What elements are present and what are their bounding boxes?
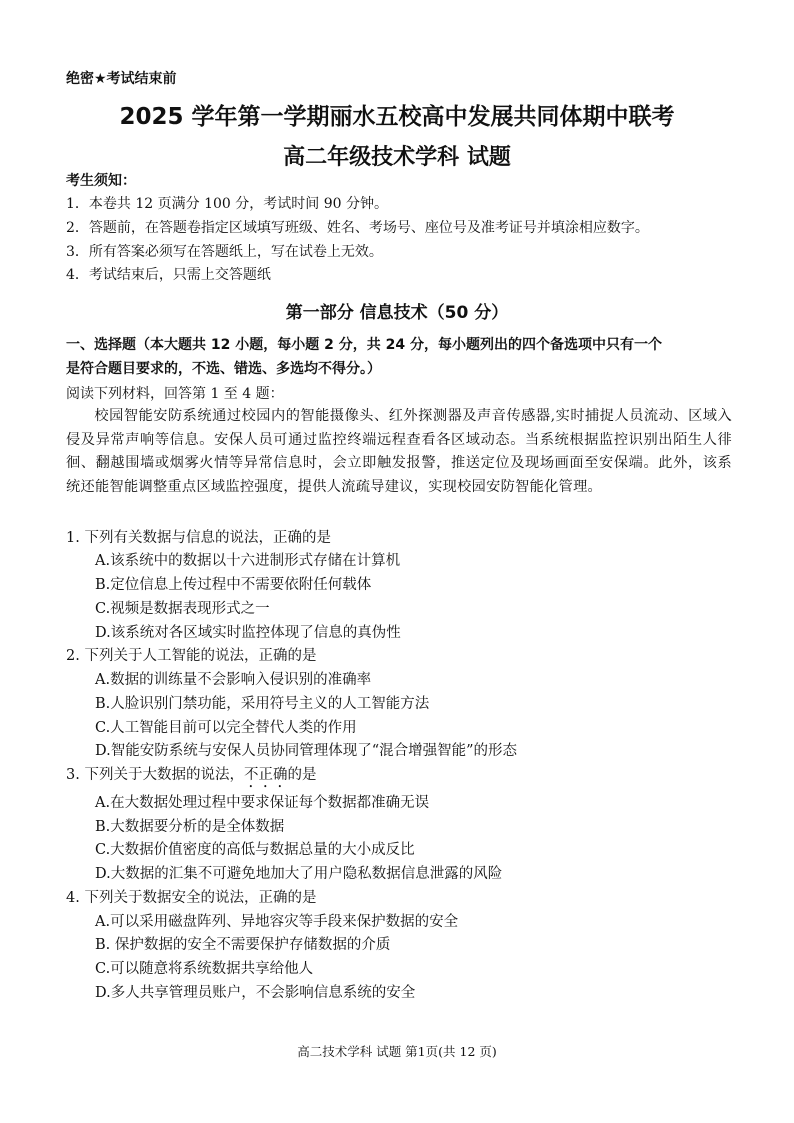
question-option: C.视频是数据表现形式之一 [95, 601, 270, 617]
page-footer: 高二技术学科 试题 第1页(共 12 页) [297, 1044, 497, 1059]
question-option: C.大数据价值密度的高低与数据总量的大小成反比 [95, 842, 415, 858]
notes-heading: 考生须知： [66, 173, 136, 189]
question-option: D.该系统对各区域实时监控体现了信息的真伪性 [95, 625, 401, 641]
part-heading: 第一部分 信息技术（50 分） [285, 303, 509, 323]
question-option: B.大数据要分析的是全体数据 [95, 819, 285, 835]
note-item: 2．答题前，在答题卷指定区域填写班级、姓名、考场号、座位号及准考证号并填涂相应数字。 [66, 220, 649, 236]
question-option: A.可以采用磁盘阵列、异地容灾等手段来保护数据的安全 [95, 914, 459, 930]
secret-label: 绝密★考试结束前 [66, 71, 177, 87]
exam-subtitle: 高二年级技术学科 试题 [283, 145, 511, 170]
section-instruction: 一、选择题（本大题共 12 小题，每小题 2 分，共 24 分，每小题列出的四个备选项中只有一个 [66, 337, 662, 353]
reading-passage: 校园智能安防系统通过校园内的智能摄像头、红外探测器及声音传感器,实时捕捉人员流动、区域入侵及异常声响等信息。安保人员可通过监控终端远程查看各区域动态。当系统根据监控识别出陌生人徘徊、翻越围墙或烟雾火情等异常信息时，会立即触发报警，推送定位及现场画面至安保端。此外，该系统还能智能调整重点区域监控强度，提供人流疏导建议，实现校园安防智能化管理。 [66, 408, 732, 495]
question-stem-pre: 3. 下列关于大数据的说法， [66, 767, 244, 783]
question-option: C.可以随意将系统数据共享给他人 [95, 961, 314, 977]
question-option: D.多人共享管理员账户，不会影响信息系统的安全 [95, 985, 416, 1001]
note-item: 4．考试结束后，只需上交答题纸 [66, 267, 271, 283]
note-item: 3．所有答案必须写在答题纸上，写在试卷上无效。 [66, 244, 383, 260]
question-option: A.数据的训练量不会影响入侵识别的准确率 [95, 672, 372, 688]
exam-title: 2025 学年第一学期丽水五校高中发展共同体期中联考 [119, 104, 675, 130]
question-option: C.人工智能目前可以完全替代人类的作用 [95, 720, 357, 736]
question-option: B.定位信息上传过程中不需要依附任何载体 [95, 577, 372, 593]
question-stem: 1. 下列有关数据与信息的说法，正确的是 [66, 530, 331, 546]
question-option: B. 保护数据的安全不需要保护存储数据的介质 [95, 937, 391, 953]
question-option: D.智能安防系统与安保人员协同管理体现了“混合增强智能”的形态 [95, 743, 518, 759]
question-option: D.大数据的汇集不可避免地加大了用户隐私数据信息泄露的风险 [95, 866, 503, 882]
question-option: A.在大数据处理过程中要求保证每个数据都准确无误 [95, 795, 430, 811]
question-stem: 2. 下列关于人工智能的说法，正确的是 [66, 648, 317, 664]
question-stem: 4. 下列关于数据安全的说法，正确的是 [66, 890, 317, 906]
section-instruction: 是符合题目要求的，不选、错选、多选均不得分。） [66, 361, 381, 377]
question-option: A.该系统中的数据以十六进制形式存储在计算机 [95, 553, 401, 569]
reading-prompt: 阅读下列材料，回答第 1 至 4 题： [66, 386, 284, 402]
question-option: B.人脸识别门禁功能，采用符号主义的人工智能方法 [95, 696, 430, 712]
emphasis-mark: 不正确 [243, 767, 288, 783]
question-stem [66, 763, 316, 791]
note-item: 1．本卷共 12 页满分 100 分，考试时间 90 分钟。 [66, 196, 388, 212]
question-stem-post: 的是 [287, 767, 317, 783]
